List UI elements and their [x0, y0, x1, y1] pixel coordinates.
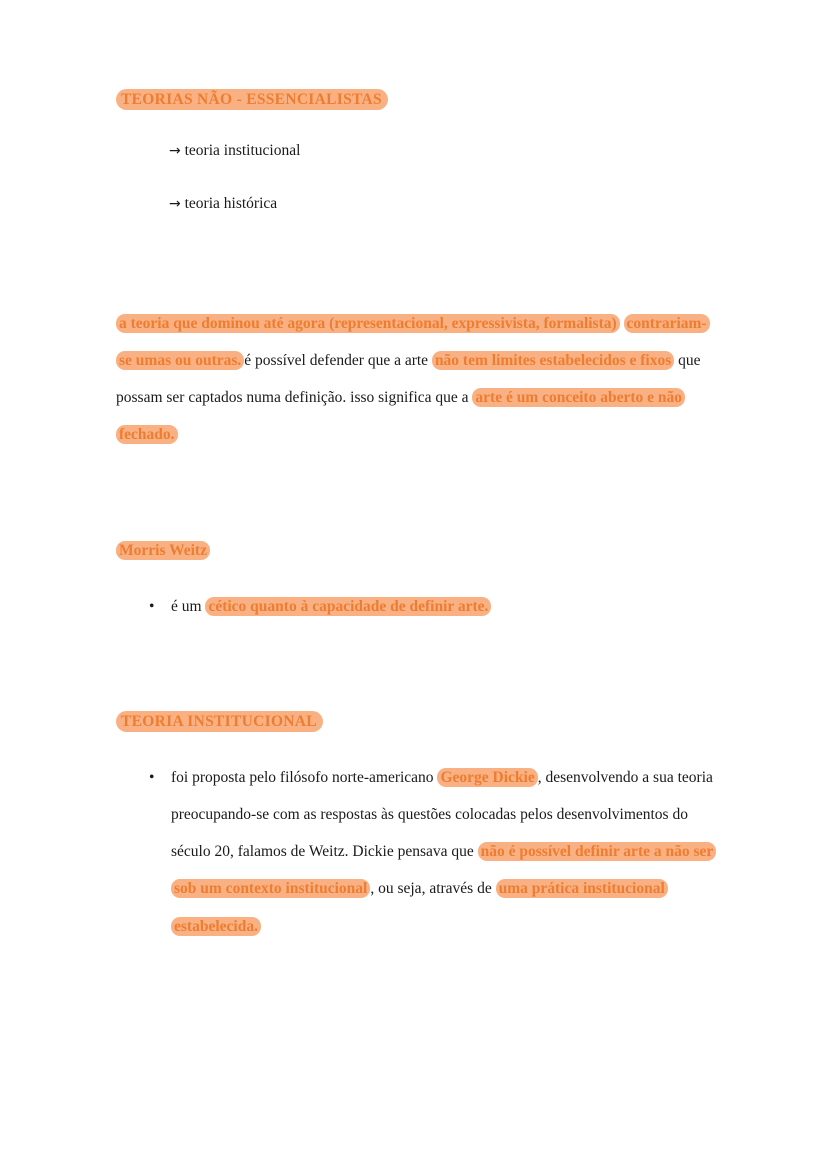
spacer — [116, 454, 716, 542]
paragraph-block — [116, 305, 716, 454]
list-item-text: foi proposta pelo filósofo norte-americano — [171, 768, 438, 786]
page-title — [116, 88, 716, 111]
highlighted-text: uma prática institucional estabelecida. — [171, 879, 668, 935]
list-item — [116, 192, 716, 217]
spacer — [116, 625, 716, 713]
list-item-text: , ou seja, através de — [370, 880, 496, 898]
paragraph-text: é possível defender que a arte — [244, 352, 432, 370]
spacer — [116, 731, 716, 759]
highlighted-text: a teoria que dominou até agora (representacional, expressivista, formalista) — [116, 314, 620, 333]
section-heading — [116, 713, 716, 731]
list-item-label: teoria institucional — [184, 142, 301, 160]
arrow-right-icon: → — [169, 143, 181, 160]
paragraph-text: que possam ser captados numa definição. isso significa que a — [116, 352, 701, 407]
section-heading-text: TEORIA INSTITUCIONAL — [116, 711, 323, 732]
list-item-label: teoria histórica — [184, 195, 278, 213]
highlighted-text: não é possível definir arte a não ser sob um contexto institucional — [171, 842, 716, 898]
bullet-list — [116, 759, 716, 945]
page-title-text: TEORIAS NÃO - ESSENCIALISTAS — [116, 89, 388, 110]
spacer — [116, 560, 716, 588]
list-item-text: , desenvolvendo a sua teoria preocupando-se com as respostas às questões colocadas pelos desenvolvimentos do século 20, falamos de Weitz. Dickie pensava que — [171, 768, 713, 861]
highlighted-text: contrariam-se umas ou outras. — [116, 314, 710, 370]
list-item-text: é um — [171, 597, 206, 615]
document-content — [116, 88, 716, 945]
arrow-right-icon: → — [169, 196, 181, 213]
highlighted-text: não tem limites estabelecidos e fixos — [432, 351, 674, 370]
highlighted-text: cético quanto à capacidade de definir arte. — [205, 597, 491, 616]
spacer — [116, 217, 716, 305]
highlighted-text: George Dickie — [437, 768, 537, 787]
spacer — [116, 111, 716, 139]
bullet-list — [116, 588, 716, 625]
highlighted-text: arte é um conceito aberto e não fechado. — [116, 388, 685, 444]
list-item — [149, 588, 716, 625]
list-item — [149, 759, 716, 945]
spacer — [116, 164, 716, 192]
list-item — [116, 139, 716, 164]
section-heading — [116, 542, 716, 560]
author-name: Morris Weitz — [116, 541, 210, 560]
